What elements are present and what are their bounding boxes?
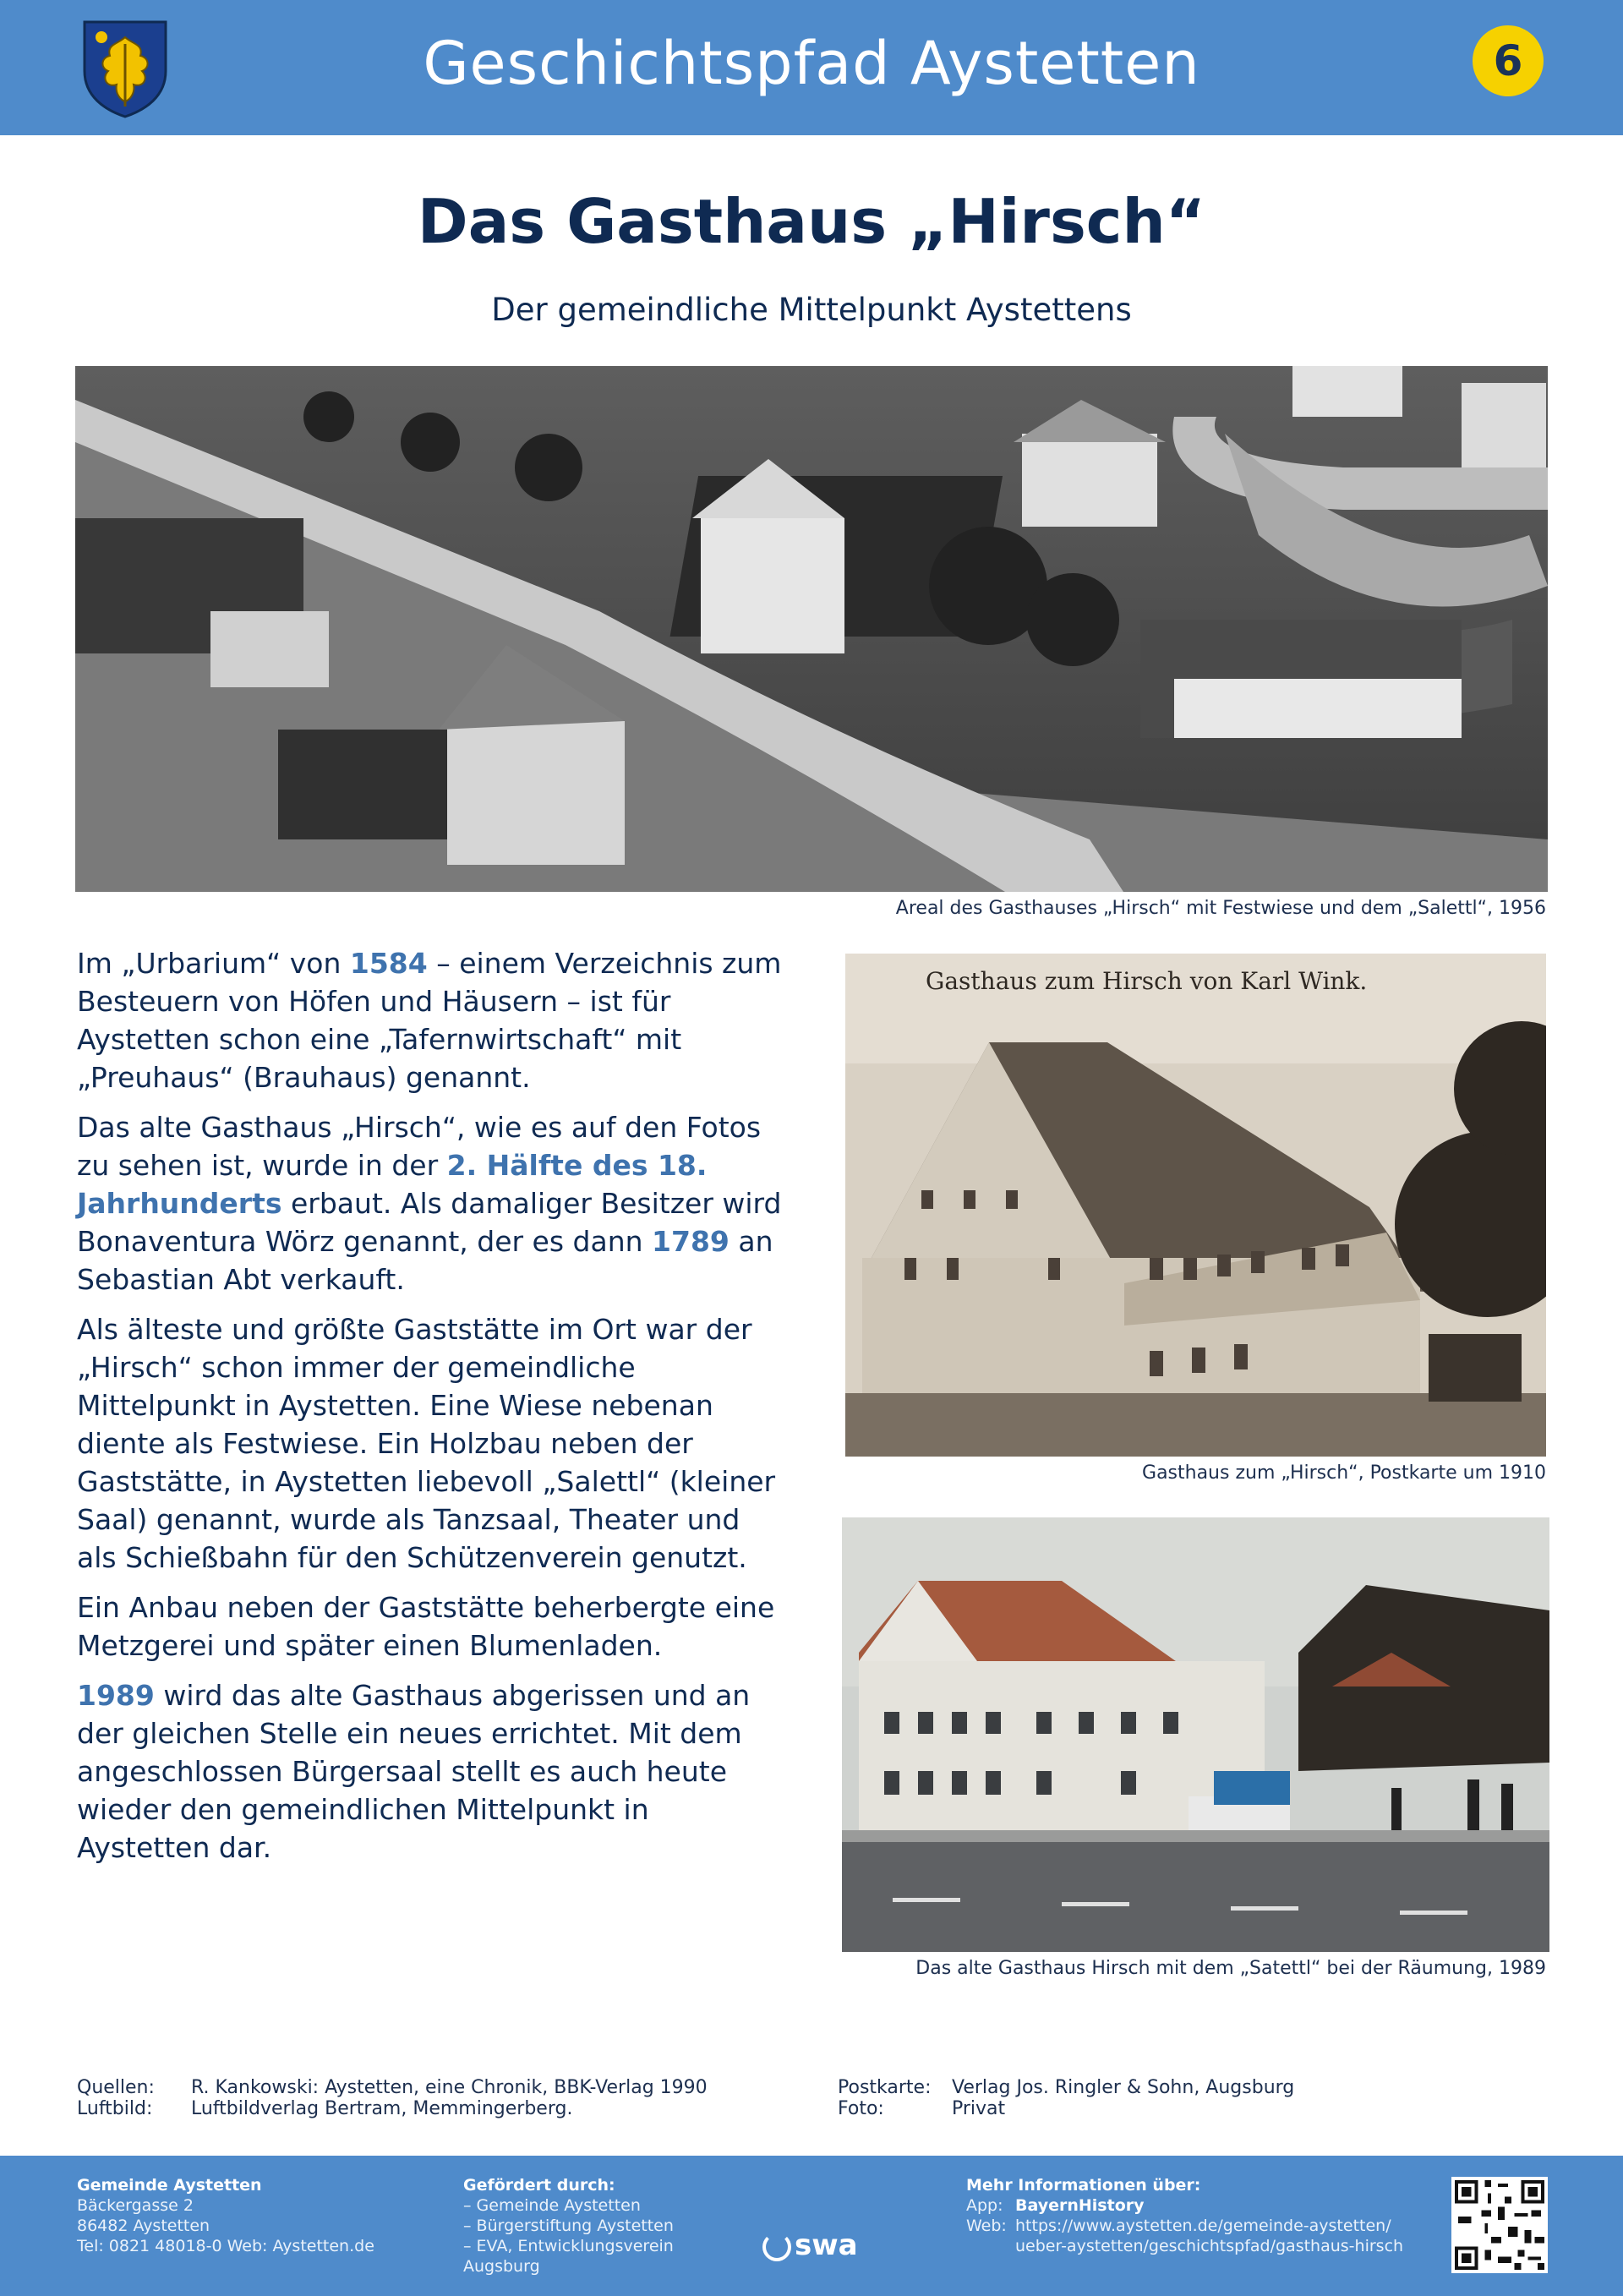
org-name: Gemeinde Aystetten	[77, 2176, 262, 2195]
footer-more-info: Mehr Informationen über: App: BayernHistory Web: https://www.aystetten.de/gemeinde-aystetten/ ueber-aystetten/geschichtspfad/gasthaus-hirsch	[966, 2176, 1404, 2255]
sources-value: R. Kankowski: Aystetten, eine Chronik, BBK-Verlag 1990	[191, 2077, 708, 2098]
qr-code-icon[interactable]	[1451, 2177, 1548, 2273]
postcard-credit-value: Verlag Jos. Ringler & Sohn, Augsburg	[952, 2077, 1295, 2098]
funders-title: Gefördert durch:	[463, 2176, 615, 2195]
sources-left	[77, 2077, 821, 2119]
century-highlight: 2. Hälfte des 18. Jahrhunderts	[77, 1149, 708, 1220]
aerial-credit-value: Luftbildverlag Bertram, Memmingerberg.	[191, 2098, 573, 2119]
year-highlight: 1989	[77, 1679, 155, 1712]
sources-right	[838, 2077, 1548, 2119]
page-title: Das Gasthaus „Hirsch“	[417, 186, 1206, 257]
aerial-photo-caption: Areal des Gasthauses „Hirsch“ mit Festwiese und dem „Salettl“, 1956	[895, 898, 1546, 919]
funder-item: – EVA, Entwicklungsverein Augsburg	[463, 2237, 674, 2276]
photo-credit-label: Foto:	[838, 2098, 884, 2119]
app-name: BayernHistory	[1015, 2196, 1145, 2215]
org-city: 86482 Aystetten	[77, 2217, 210, 2235]
org-street: Bäckergasse 2	[77, 2196, 194, 2215]
funder-item: – Gemeinde Aystetten	[463, 2196, 641, 2215]
year-highlight: 1584	[349, 947, 428, 980]
paragraph-4: Ein Anbau neben der Gaststätte beherbergte eine Metzgerei und später einen Blumenladen.	[77, 1591, 775, 1662]
web-url-line1[interactable]: https://www.aystetten.de/gemeinde-aystetten/	[1015, 2217, 1391, 2235]
postcard-photo-caption: Gasthaus zum „Hirsch“, Postkarte um 1910	[1142, 1462, 1546, 1484]
footer-funders	[463, 2175, 751, 2277]
org-contact: Tel: 0821 48018-0 Web: Aystetten.de	[77, 2237, 374, 2255]
color-photo	[842, 1517, 1549, 1952]
year-highlight: 1789	[652, 1225, 730, 1258]
postcard-inscription: Gasthaus zum Hirsch von Karl Wink.	[926, 967, 1368, 995]
sources-label: Quellen:	[77, 2077, 155, 2098]
paragraph-5: 1989 wird das alte Gasthaus abgerissen und an der gleichen Stelle ein neues errichtet. Mit dem angeschlossen Bürgersaal stellt es auch heute wieder den gemeindlichen Mittelpunkt in Aystetten dar.	[77, 1679, 751, 1864]
photo-credit-value: Privat	[952, 2098, 1006, 2119]
aerial-credit-label: Luftbild:	[77, 2098, 153, 2119]
funder-item: – Bürgerstiftung Aystetten	[463, 2217, 674, 2235]
trail-title: Geschichtspfad Aystetten	[423, 29, 1200, 98]
swa-logo: swa	[762, 2228, 864, 2262]
footer-address	[77, 2175, 449, 2256]
web-url-line2[interactable]: ueber-aystetten/geschichtspfad/gasthaus-hirsch	[1015, 2237, 1404, 2255]
station-number-badge: 6	[1473, 25, 1544, 96]
postcard-photo	[845, 954, 1546, 1457]
postcard-credit-label: Postkarte:	[838, 2077, 932, 2098]
paragraph-1: Im „Urbarium“ von 1584 – einem Verzeichnis zum Besteuern von Höfen und Häusern – ist für Aystetten schon eine „Tafernwirtschaft“ mit „Preuhaus“ (Brauhaus) genannt.	[77, 947, 782, 1094]
aerial-photo	[75, 366, 1548, 892]
paragraph-2: Das alte Gasthaus „Hirsch“, wie es auf den Fotos zu sehen ist, wurde in der 2. Hälfte des 18. Jahrhunderts erbaut. Als damaliger Besitzer wird Bonaventura Wörz genannt, der es dann 1789 an Sebastian Abt verkauft.	[77, 1111, 782, 1296]
more-info-title: Mehr Informationen über:	[966, 2176, 1201, 2195]
body-text	[77, 944, 787, 1878]
paragraph-3: Als älteste und größte Gaststätte im Ort war der „Hirsch“ schon immer der gemeindliche Mittelpunkt in Aystetten. Eine Wiese nebenan diente als Festwiese. Ein Holzbau neben der Gaststätte, in Aystetten liebevoll „Salettl“ (kleiner Saal) genannt, wurde als Tanzsaal, Theater und als Schießbahn für den Schützenverein genutzt.	[77, 1313, 776, 1574]
swa-logo-icon	[762, 2233, 791, 2261]
color-photo-caption: Das alte Gasthaus Hirsch mit dem „Satettl“ bei der Räumung, 1989	[915, 1958, 1546, 1979]
page-subtitle: Der gemeindliche Mittelpunkt Aystettens	[491, 292, 1132, 328]
